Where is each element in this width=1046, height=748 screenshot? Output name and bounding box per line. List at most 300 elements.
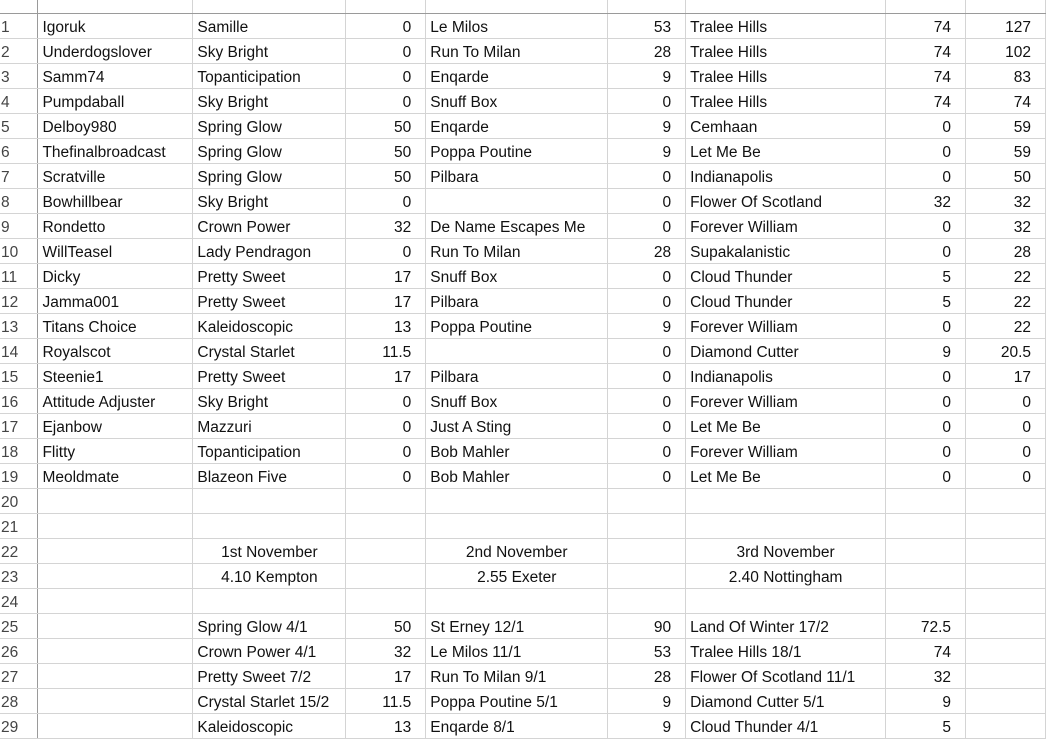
cell-horse-2[interactable]: Snuff Box	[426, 89, 608, 114]
cell-total[interactable]	[966, 714, 1046, 739]
cell-player-name[interactable]: Attitude Adjuster	[38, 389, 193, 414]
table-row	[0, 339, 1046, 364]
cell-points-3[interactable]: 32	[886, 664, 966, 689]
cell-total[interactable]: 59	[966, 139, 1046, 164]
cell-points-3[interactable]: 0	[886, 139, 966, 164]
cell-horse-1[interactable]	[193, 489, 346, 514]
row-number[interactable]: 11	[0, 264, 38, 289]
row-number[interactable]: 21	[0, 514, 38, 539]
cell-horse-3[interactable]: Cloud Thunder 4/1	[686, 714, 886, 739]
row-number[interactable]: 17	[0, 414, 38, 439]
cell-points-2[interactable]: 9	[608, 689, 686, 714]
table-row	[0, 489, 1046, 514]
cell-points-3[interactable]	[886, 514, 966, 539]
cell-horse-3[interactable]: Flower Of Scotland	[686, 189, 886, 214]
cell-points-2[interactable]: 0	[608, 89, 686, 114]
cell-points-1[interactable]: 50	[346, 139, 426, 164]
row-number[interactable]: 1	[0, 14, 38, 39]
cell-horse-2[interactable]: De Name Escapes Me	[426, 214, 608, 239]
cell-player-name[interactable]: Dicky	[38, 264, 193, 289]
cell-horse-2[interactable]: 2.55 Exeter	[426, 564, 608, 589]
cell-horse-2[interactable]	[426, 189, 608, 214]
cell-points-1[interactable]: 50	[346, 614, 426, 639]
cell-points-2[interactable]	[608, 489, 686, 514]
cell-horse-2[interactable]: Enqarde	[426, 114, 608, 139]
cell-player-name[interactable]: Underdogslover	[38, 39, 193, 64]
cell-horse-1[interactable]: Blazeon Five	[193, 464, 346, 489]
cell-horse-3[interactable]: Let Me Be	[686, 139, 886, 164]
cell-points-1[interactable]	[346, 539, 426, 564]
cell-horse-2[interactable]	[426, 489, 608, 514]
cell-horse-3[interactable]	[686, 514, 886, 539]
cell-horse-3[interactable]: Tralee Hills	[686, 89, 886, 114]
cell-horse-1[interactable]: Spring Glow 4/1	[193, 614, 346, 639]
cell-total[interactable]	[966, 664, 1046, 689]
cell-horse-2[interactable]: Run To Milan	[426, 239, 608, 264]
cell-points-3[interactable]: 0	[886, 389, 966, 414]
column-header-row	[0, 0, 1046, 14]
cell-points-1[interactable]: 0	[346, 389, 426, 414]
cell-total[interactable]	[966, 539, 1046, 564]
cell-total[interactable]: 22	[966, 264, 1046, 289]
cell-points-3[interactable]: 9	[886, 689, 966, 714]
cell-horse-1[interactable]: Spring Glow	[193, 139, 346, 164]
cell-points-1[interactable]: 50	[346, 114, 426, 139]
cell-points-1[interactable]: 11.5	[346, 339, 426, 364]
cell-points-2[interactable]: 28	[608, 239, 686, 264]
cell-horse-3[interactable]	[686, 589, 886, 614]
column-header[interactable]	[686, 0, 886, 14]
cell-horse-2[interactable]: Run To Milan	[426, 39, 608, 64]
cell-points-3[interactable]: 74	[886, 64, 966, 89]
cell-horse-1[interactable]: Pretty Sweet	[193, 364, 346, 389]
cell-player-name[interactable]: Thefinalbroadcast	[38, 139, 193, 164]
table-row	[0, 14, 1046, 39]
table-row	[0, 639, 1046, 664]
cell-player-name[interactable]	[38, 614, 193, 639]
cell-points-2[interactable]: 0	[608, 289, 686, 314]
cell-horse-2[interactable]: Le Milos 11/1	[426, 639, 608, 664]
cell-horse-1[interactable]: Topanticipation	[193, 64, 346, 89]
cell-points-2[interactable]: 9	[608, 64, 686, 89]
cell-horse-2[interactable]: Pilbara	[426, 364, 608, 389]
cell-horse-2[interactable]: Pilbara	[426, 289, 608, 314]
table-row	[0, 314, 1046, 339]
cell-total[interactable]: 0	[966, 439, 1046, 464]
cell-total[interactable]: 20.5	[966, 339, 1046, 364]
cell-total[interactable]: 102	[966, 39, 1046, 64]
table-row	[0, 439, 1046, 464]
cell-points-3[interactable]: 0	[886, 314, 966, 339]
table-row	[0, 414, 1046, 439]
row-number[interactable]: 13	[0, 314, 38, 339]
cell-points-1[interactable]: 0	[346, 414, 426, 439]
cell-horse-1[interactable]: 1st November	[193, 539, 346, 564]
cell-points-3[interactable]: 0	[886, 214, 966, 239]
cell-player-name[interactable]	[38, 714, 193, 739]
row-number[interactable]: 4	[0, 89, 38, 114]
cell-horse-1[interactable]: Crystal Starlet	[193, 339, 346, 364]
cell-player-name[interactable]: Rondetto	[38, 214, 193, 239]
cell-points-1[interactable]	[346, 489, 426, 514]
cell-total[interactable]	[966, 489, 1046, 514]
cell-horse-2[interactable]: Le Milos	[426, 14, 608, 39]
cell-points-2[interactable]: 28	[608, 664, 686, 689]
column-header[interactable]	[426, 0, 608, 14]
cell-total[interactable]: 50	[966, 164, 1046, 189]
cell-horse-3[interactable]: Forever William	[686, 214, 886, 239]
cell-horse-2[interactable]: Poppa Poutine 5/1	[426, 689, 608, 714]
cell-points-1[interactable]	[346, 589, 426, 614]
cell-points-2[interactable]: 0	[608, 214, 686, 239]
row-number[interactable]: 16	[0, 389, 38, 414]
cell-horse-3[interactable]: Tralee Hills 18/1	[686, 639, 886, 664]
cell-player-name[interactable]	[38, 689, 193, 714]
cell-points-3[interactable]: 32	[886, 189, 966, 214]
cell-points-2[interactable]: 28	[608, 39, 686, 64]
cell-total[interactable]: 74	[966, 89, 1046, 114]
cell-horse-1[interactable]: Pretty Sweet	[193, 289, 346, 314]
cell-horse-3[interactable]: Tralee Hills	[686, 64, 886, 89]
cell-points-3[interactable]	[886, 539, 966, 564]
cell-horse-1[interactable]: Sky Bright	[193, 389, 346, 414]
cell-total[interactable]	[966, 589, 1046, 614]
cell-points-1[interactable]: 0	[346, 64, 426, 89]
cell-points-3[interactable]: 5	[886, 714, 966, 739]
cell-points-2[interactable]: 0	[608, 364, 686, 389]
table-row	[0, 689, 1046, 714]
table-row	[0, 539, 1046, 564]
cell-points-3[interactable]: 0	[886, 114, 966, 139]
cell-horse-2[interactable]: Pilbara	[426, 164, 608, 189]
cell-total[interactable]: 28	[966, 239, 1046, 264]
cell-horse-3[interactable]: Indianapolis	[686, 364, 886, 389]
cell-points-1[interactable]: 32	[346, 639, 426, 664]
cell-points-2[interactable]: 0	[608, 414, 686, 439]
cell-points-2[interactable]: 9	[608, 139, 686, 164]
cell-points-3[interactable]: 5	[886, 289, 966, 314]
cell-player-name[interactable]: Titans Choice	[38, 314, 193, 339]
row-number[interactable]: 10	[0, 239, 38, 264]
cell-horse-3[interactable]: Cloud Thunder	[686, 289, 886, 314]
cell-points-2[interactable]: 53	[608, 639, 686, 664]
cell-points-1[interactable]	[346, 514, 426, 539]
row-number[interactable]: 2	[0, 39, 38, 64]
cell-horse-2[interactable]: Bob Mahler	[426, 464, 608, 489]
cell-player-name[interactable]	[38, 664, 193, 689]
cell-player-name[interactable]: Steenie1	[38, 364, 193, 389]
row-number[interactable]: 22	[0, 539, 38, 564]
cell-total[interactable]: 22	[966, 289, 1046, 314]
cell-points-2[interactable]: 53	[608, 14, 686, 39]
row-number[interactable]: 5	[0, 114, 38, 139]
table-row	[0, 389, 1046, 414]
corner-cell[interactable]	[0, 0, 38, 14]
cell-points-2[interactable]: 9	[608, 314, 686, 339]
cell-horse-3[interactable]: 3rd November	[686, 539, 886, 564]
cell-horse-2[interactable]	[426, 514, 608, 539]
cell-points-1[interactable]: 13	[346, 314, 426, 339]
table-row	[0, 514, 1046, 539]
cell-points-2[interactable]: 0	[608, 339, 686, 364]
cell-points-2[interactable]: 0	[608, 439, 686, 464]
cell-points-1[interactable]: 32	[346, 214, 426, 239]
cell-total[interactable]: 32	[966, 214, 1046, 239]
cell-player-name[interactable]	[38, 489, 193, 514]
cell-horse-3[interactable]: Diamond Cutter	[686, 339, 886, 364]
row-number[interactable]: 7	[0, 164, 38, 189]
cell-total[interactable]: 22	[966, 314, 1046, 339]
cell-player-name[interactable]: Scratville	[38, 164, 193, 189]
cell-horse-1[interactable]: Crown Power	[193, 214, 346, 239]
cell-horse-1[interactable]: Crystal Starlet 15/2	[193, 689, 346, 714]
table-row	[0, 139, 1046, 164]
cell-points-2[interactable]	[608, 539, 686, 564]
cell-horse-3[interactable]: Cloud Thunder	[686, 264, 886, 289]
table-row	[0, 64, 1046, 89]
cell-points-3[interactable]: 0	[886, 414, 966, 439]
row-number[interactable]: 25	[0, 614, 38, 639]
table-row	[0, 614, 1046, 639]
cell-total[interactable]: 0	[966, 464, 1046, 489]
cell-total[interactable]	[966, 564, 1046, 589]
row-number[interactable]: 14	[0, 339, 38, 364]
cell-total[interactable]: 0	[966, 389, 1046, 414]
cell-horse-1[interactable]: Kaleidoscopic	[193, 314, 346, 339]
cell-player-name[interactable]: Jamma001	[38, 289, 193, 314]
cell-horse-1[interactable]: Kaleidoscopic	[193, 714, 346, 739]
row-number[interactable]: 23	[0, 564, 38, 589]
cell-player-name[interactable]: Ejanbow	[38, 414, 193, 439]
row-number[interactable]: 6	[0, 139, 38, 164]
table-row	[0, 89, 1046, 114]
cell-points-2[interactable]: 0	[608, 464, 686, 489]
cell-points-2[interactable]: 0	[608, 389, 686, 414]
cell-points-1[interactable]: 17	[346, 264, 426, 289]
table-row	[0, 589, 1046, 614]
cell-horse-1[interactable]: Mazzuri	[193, 414, 346, 439]
row-number[interactable]: 29	[0, 714, 38, 739]
cell-points-1[interactable]: 0	[346, 239, 426, 264]
column-header[interactable]	[886, 0, 966, 14]
cell-points-3[interactable]: 0	[886, 164, 966, 189]
cell-player-name[interactable]	[38, 514, 193, 539]
cell-points-3[interactable]: 74	[886, 89, 966, 114]
cell-points-3[interactable]	[886, 489, 966, 514]
cell-points-3[interactable]: 9	[886, 339, 966, 364]
cell-horse-1[interactable]: Sky Bright	[193, 39, 346, 64]
table-row	[0, 39, 1046, 64]
table-row	[0, 239, 1046, 264]
cell-points-1[interactable]: 0	[346, 14, 426, 39]
cell-horse-3[interactable]: Indianapolis	[686, 164, 886, 189]
cell-horse-1[interactable]: Pretty Sweet 7/2	[193, 664, 346, 689]
cell-horse-3[interactable]: Let Me Be	[686, 414, 886, 439]
cell-horse-3[interactable]: Forever William	[686, 389, 886, 414]
cell-total[interactable]	[966, 639, 1046, 664]
cell-points-2[interactable]	[608, 564, 686, 589]
cell-points-3[interactable]: 0	[886, 239, 966, 264]
cell-total[interactable]: 83	[966, 64, 1046, 89]
cell-player-name[interactable]	[38, 589, 193, 614]
cell-points-1[interactable]: 0	[346, 39, 426, 64]
column-header[interactable]	[193, 0, 346, 14]
column-header[interactable]	[38, 0, 193, 14]
cell-points-2[interactable]: 90	[608, 614, 686, 639]
cell-horse-1[interactable]: Spring Glow	[193, 164, 346, 189]
cell-points-3[interactable]: 0	[886, 439, 966, 464]
cell-horse-2[interactable]: St Erney 12/1	[426, 614, 608, 639]
cell-horse-1[interactable]: Sky Bright	[193, 89, 346, 114]
cell-points-2[interactable]: 0	[608, 189, 686, 214]
cell-horse-3[interactable]: Cemhaan	[686, 114, 886, 139]
row-number[interactable]: 24	[0, 589, 38, 614]
cell-horse-2[interactable]	[426, 589, 608, 614]
cell-points-1[interactable]: 0	[346, 464, 426, 489]
cell-points-1[interactable]: 11.5	[346, 689, 426, 714]
cell-horse-1[interactable]: 4.10 Kempton	[193, 564, 346, 589]
column-header[interactable]	[346, 0, 426, 14]
cell-points-1[interactable]: 17	[346, 289, 426, 314]
cell-horse-3[interactable]: Supakalanistic	[686, 239, 886, 264]
cell-points-3[interactable]: 0	[886, 364, 966, 389]
cell-horse-2[interactable]: Enqarde	[426, 64, 608, 89]
cell-horse-3[interactable]: Let Me Be	[686, 464, 886, 489]
cell-player-name[interactable]: Samm74	[38, 64, 193, 89]
cell-horse-2[interactable]: Enqarde 8/1	[426, 714, 608, 739]
cell-horse-2[interactable]: Just A Sting	[426, 414, 608, 439]
table-row	[0, 214, 1046, 239]
cell-horse-1[interactable]: Samille	[193, 14, 346, 39]
cell-player-name[interactable]: Igoruk	[38, 14, 193, 39]
cell-points-3[interactable]: 74	[886, 639, 966, 664]
table-row	[0, 664, 1046, 689]
table-row	[0, 714, 1046, 739]
cell-points-3[interactable]: 74	[886, 39, 966, 64]
cell-player-name[interactable]	[38, 539, 193, 564]
cell-player-name[interactable]: Pumpdaball	[38, 89, 193, 114]
cell-player-name[interactable]: Flitty	[38, 439, 193, 464]
cell-points-1[interactable]: 50	[346, 164, 426, 189]
row-number[interactable]: 15	[0, 364, 38, 389]
cell-points-1[interactable]	[346, 564, 426, 589]
row-number[interactable]: 18	[0, 439, 38, 464]
cell-total[interactable]	[966, 689, 1046, 714]
cell-horse-1[interactable]	[193, 514, 346, 539]
row-number[interactable]: 8	[0, 189, 38, 214]
row-number[interactable]: 27	[0, 664, 38, 689]
cell-points-2[interactable]	[608, 514, 686, 539]
table-row	[0, 289, 1046, 314]
cell-total[interactable]	[966, 514, 1046, 539]
cell-horse-3[interactable]: 2.40 Nottingham	[686, 564, 886, 589]
cell-horse-2[interactable]: Snuff Box	[426, 389, 608, 414]
cell-horse-3[interactable]	[686, 489, 886, 514]
cell-player-name[interactable]: Meoldmate	[38, 464, 193, 489]
cell-points-3[interactable]: 72.5	[886, 614, 966, 639]
cell-points-3[interactable]: 74	[886, 14, 966, 39]
cell-horse-1[interactable]: Pretty Sweet	[193, 264, 346, 289]
cell-points-2[interactable]: 0	[608, 264, 686, 289]
cell-points-2[interactable]: 9	[608, 714, 686, 739]
cell-horse-3[interactable]: Forever William	[686, 439, 886, 464]
row-number[interactable]: 20	[0, 489, 38, 514]
row-number[interactable]: 26	[0, 639, 38, 664]
cell-horse-2[interactable]: Snuff Box	[426, 264, 608, 289]
table-row	[0, 264, 1046, 289]
cell-total[interactable]: 59	[966, 114, 1046, 139]
row-number[interactable]: 28	[0, 689, 38, 714]
cell-horse-1[interactable]	[193, 589, 346, 614]
cell-horse-2[interactable]: Bob Mahler	[426, 439, 608, 464]
cell-points-2[interactable]	[608, 589, 686, 614]
cell-player-name[interactable]: Royalscot	[38, 339, 193, 364]
cell-horse-2[interactable]: Poppa Poutine	[426, 139, 608, 164]
cell-horse-3[interactable]: Tralee Hills	[686, 39, 886, 64]
cell-points-1[interactable]: 0	[346, 89, 426, 114]
cell-horse-1[interactable]: Spring Glow	[193, 114, 346, 139]
cell-points-1[interactable]: 13	[346, 714, 426, 739]
cell-player-name[interactable]: WillTeasel	[38, 239, 193, 264]
table-row	[0, 114, 1046, 139]
cell-player-name[interactable]	[38, 564, 193, 589]
cell-total[interactable]: 32	[966, 189, 1046, 214]
cell-points-3[interactable]: 5	[886, 264, 966, 289]
table-row	[0, 189, 1046, 214]
cell-points-1[interactable]: 0	[346, 439, 426, 464]
cell-player-name[interactable]: Bowhillbear	[38, 189, 193, 214]
cell-horse-3[interactable]: Diamond Cutter 5/1	[686, 689, 886, 714]
cell-horse-2[interactable]: Poppa Poutine	[426, 314, 608, 339]
row-number[interactable]: 19	[0, 464, 38, 489]
row-number[interactable]: 3	[0, 64, 38, 89]
cell-horse-2[interactable]	[426, 339, 608, 364]
table-row	[0, 464, 1046, 489]
table-row	[0, 364, 1046, 389]
cell-horse-1[interactable]: Sky Bright	[193, 189, 346, 214]
table-row	[0, 164, 1046, 189]
cell-horse-3[interactable]: Flower Of Scotland 11/1	[686, 664, 886, 689]
cell-horse-1[interactable]: Crown Power 4/1	[193, 639, 346, 664]
table-row	[0, 564, 1046, 589]
cell-points-1[interactable]: 17	[346, 664, 426, 689]
cell-player-name[interactable]	[38, 639, 193, 664]
cell-horse-3[interactable]: Forever William	[686, 314, 886, 339]
cell-horse-3[interactable]: Tralee Hills	[686, 14, 886, 39]
cell-horse-3[interactable]: Land Of Winter 17/2	[686, 614, 886, 639]
cell-total[interactable]: 17	[966, 364, 1046, 389]
cell-horse-1[interactable]: Lady Pendragon	[193, 239, 346, 264]
cell-total[interactable]: 127	[966, 14, 1046, 39]
cell-horse-1[interactable]: Topanticipation	[193, 439, 346, 464]
cell-points-2[interactable]: 0	[608, 164, 686, 189]
cell-horse-2[interactable]: 2nd November	[426, 539, 608, 564]
column-header[interactable]	[966, 0, 1046, 14]
column-header[interactable]	[608, 0, 686, 14]
cell-points-3[interactable]	[886, 589, 966, 614]
cell-points-3[interactable]: 0	[886, 464, 966, 489]
cell-player-name[interactable]: Delboy980	[38, 114, 193, 139]
cell-horse-2[interactable]: Run To Milan 9/1	[426, 664, 608, 689]
cell-points-3[interactable]	[886, 564, 966, 589]
cell-total[interactable]	[966, 614, 1046, 639]
cell-points-1[interactable]: 17	[346, 364, 426, 389]
cell-total[interactable]: 0	[966, 414, 1046, 439]
row-number[interactable]: 12	[0, 289, 38, 314]
cell-points-2[interactable]: 9	[608, 114, 686, 139]
row-number[interactable]: 9	[0, 214, 38, 239]
cell-points-1[interactable]: 0	[346, 189, 426, 214]
